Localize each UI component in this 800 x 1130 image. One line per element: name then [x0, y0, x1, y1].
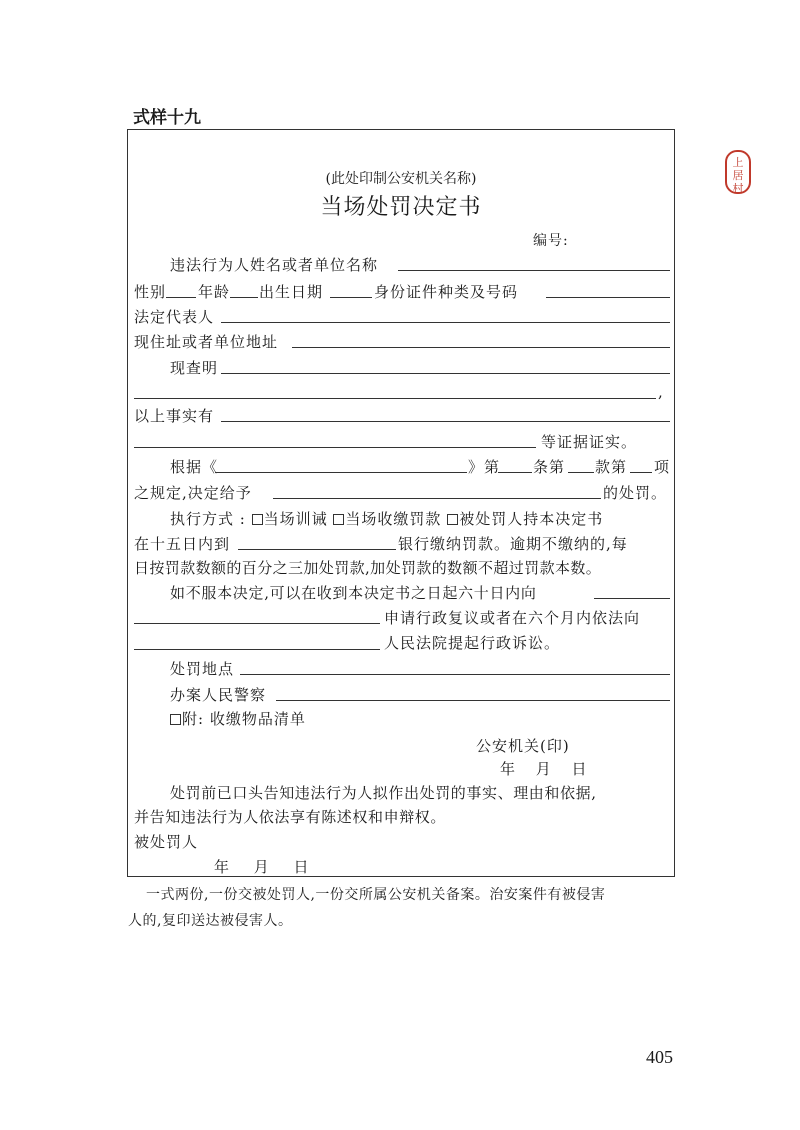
- punished-person-label: 被处罚人: [134, 833, 199, 851]
- form-label: 式样十九: [133, 108, 201, 128]
- law-book-close: 》第: [468, 458, 501, 476]
- clause-field[interactable]: [568, 472, 594, 473]
- address-label: 现住址或者单位地址: [134, 333, 279, 351]
- payment-deadline-prefix: 在十五日内到: [134, 535, 231, 553]
- facts-evidence-field[interactable]: [221, 421, 670, 422]
- found-facts-label: 现查明: [170, 359, 219, 377]
- birth-date-field[interactable]: [330, 297, 372, 298]
- legal-representative-field[interactable]: [221, 322, 670, 323]
- attachment-row: [170, 708, 306, 729]
- checkbox-icon[interactable]: [333, 514, 344, 525]
- age-field[interactable]: [230, 297, 258, 298]
- officer-field[interactable]: [276, 700, 670, 701]
- stamp-char: 村: [732, 182, 744, 195]
- page-number: 405: [646, 1047, 673, 1067]
- birth-date-label: 出生日期: [259, 283, 324, 301]
- decision-suffix: 的处罚。: [603, 484, 668, 502]
- legal-representative-label: 法定代表人: [134, 308, 215, 326]
- late-fee-rule: 日按罚款数额的百分之三加处罚款,加处罚款的数额不超过罚款本数。: [134, 559, 602, 577]
- stamp-char: 上: [732, 156, 744, 169]
- gender-label: 性别: [134, 283, 167, 301]
- legal-basis-prefix: 根据《: [170, 458, 219, 476]
- penalty-place-label: 处罚地点: [170, 660, 235, 678]
- offender-name-field[interactable]: [398, 270, 670, 271]
- appeal-line-3: 人民法院提起行政诉讼。: [384, 634, 561, 652]
- age-label: 年龄: [198, 283, 231, 301]
- serial-number-label: 编号:: [533, 233, 569, 249]
- address-field[interactable]: [292, 347, 670, 348]
- document-title: 当场处罚决定书: [320, 195, 482, 220]
- stamp-char: 居: [732, 169, 744, 182]
- law-name-field[interactable]: [215, 472, 467, 473]
- bank-name-field[interactable]: [238, 549, 396, 550]
- review-authority-field-line2[interactable]: [134, 623, 380, 624]
- seal-stamp-icon: [725, 150, 751, 194]
- facts-evidence-label: 以上事实有: [134, 407, 215, 425]
- payment-deadline-suffix: 银行缴纳罚款。逾期不缴纳的,每: [398, 535, 628, 553]
- review-authority-field[interactable]: [594, 598, 670, 599]
- appeal-line-1: 如不服本决定,可以在收到本决定书之日起六十日内向: [170, 584, 537, 602]
- item-label: 项: [654, 458, 671, 476]
- evidence-suffix: 等证据证实。: [541, 433, 638, 451]
- decision-prefix: 之规定,决定给予: [134, 484, 252, 502]
- execution-method-row: [170, 508, 603, 529]
- notice-line-1: 处罚前已口头告知违法行为人拟作出处罚的事实、理由和依据,: [170, 784, 597, 802]
- clause-label: 款第: [595, 458, 628, 476]
- offender-name-label: 违法行为人姓名或者单位名称: [170, 256, 379, 274]
- authority-seal-label: 公安机关(印): [476, 737, 570, 755]
- officer-label: 办案人民警察: [170, 686, 267, 704]
- id-type-number-label: 身份证件种类及号码: [374, 283, 519, 301]
- footnote-line-2: 人的,复印送达被侵害人。: [128, 913, 293, 929]
- footnote-line-1: 一式两份,一份交被处罚人,一份交所属公安机关备案。治安案件有被侵害: [146, 887, 606, 903]
- article-field[interactable]: [498, 472, 532, 473]
- issuer-note: (此处印制公安机关名称): [325, 171, 477, 187]
- checkbox-icon[interactable]: [447, 514, 458, 525]
- item-field[interactable]: [630, 472, 652, 473]
- attachment-label: 附: 收缴物品清单: [182, 710, 306, 728]
- punished-date: 年 月 日: [214, 858, 310, 876]
- form-border: [127, 129, 675, 877]
- execution-method-label: 执行方式 :: [170, 510, 246, 528]
- found-facts-field[interactable]: [221, 373, 670, 374]
- penalty-place-field[interactable]: [240, 674, 670, 675]
- notice-line-2: 并告知违法行为人依法享有陈述权和申辩权。: [134, 808, 447, 826]
- evidence-field-line2[interactable]: [134, 447, 536, 448]
- court-name-field[interactable]: [134, 649, 380, 650]
- decision-date: 年 月 日: [500, 760, 588, 778]
- article-label: 条第: [533, 458, 566, 476]
- checkbox-icon[interactable]: [170, 714, 181, 725]
- appeal-line-2: 申请行政复议或者在六个月内依法向: [384, 609, 641, 627]
- found-facts-field-line2[interactable]: [134, 398, 656, 399]
- option-on-site-warning: 当场训诫: [263, 510, 328, 528]
- checkbox-icon[interactable]: [252, 514, 263, 525]
- penalty-field[interactable]: [273, 498, 601, 499]
- comma-mark: ,: [658, 383, 664, 401]
- option-bank-payment: 被处罚人持本决定书: [459, 510, 604, 528]
- id-type-number-field[interactable]: [546, 297, 670, 298]
- gender-field[interactable]: [166, 297, 196, 298]
- option-on-site-fine: 当场收缴罚款: [345, 510, 442, 528]
